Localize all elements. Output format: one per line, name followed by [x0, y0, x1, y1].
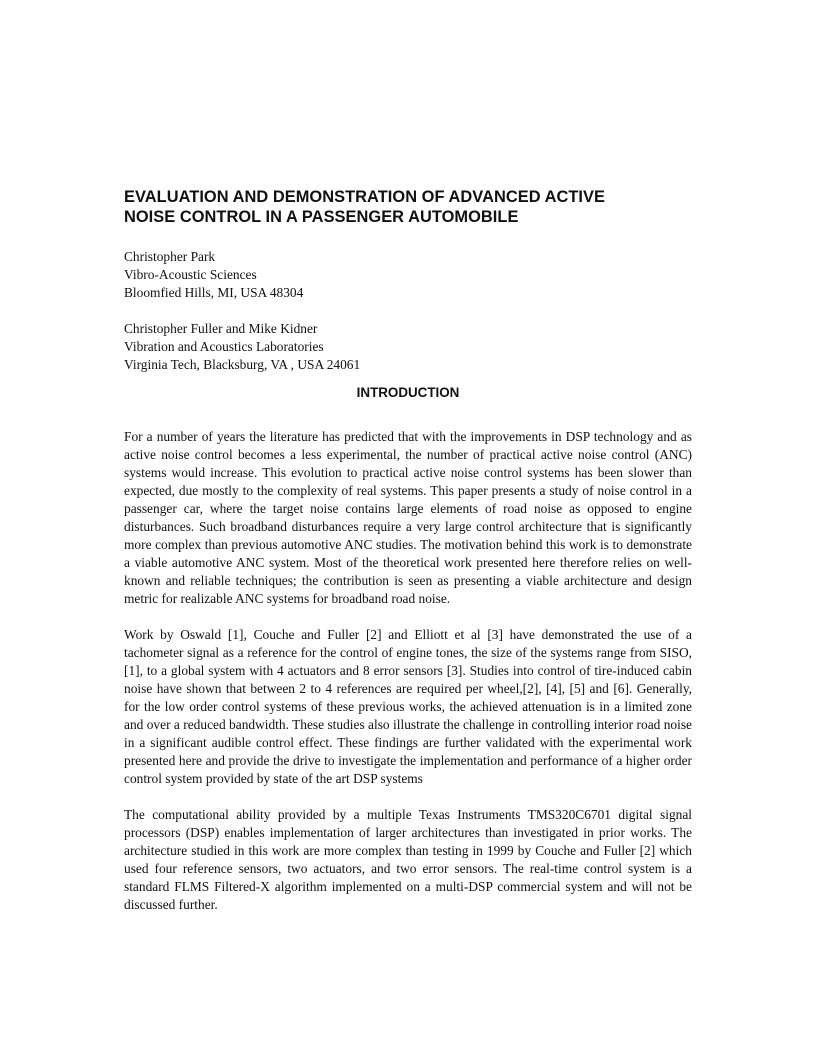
author-name: Christopher Park: [124, 249, 216, 264]
body-paragraph: For a number of years the literature has predicted that with the improvements in DSP technology and as active noise control becomes a less experimental, the number of practical active noise control (ANC) systems would increase. This evolution to practical active noise control systems has been slower than expected, due mostly to the complexity of real systems. This paper presents a study of noise control in a passenger car, where the target noise contains large elements of road noise as opposed to engine disturbances. Such broadband disturbances require a very large control architecture that is significantly more complex than previous automotive ANC studies. The motivation behind this work is to demonstrate a viable automotive ANC system. Most of the theoretical work presented here therefore relies on well-known and reliable techniques; the contribution is seen as presenting a viable architecture and design metric for realizable ANC systems for broadband road noise.: [124, 429, 692, 606]
author-block-2: [124, 320, 692, 374]
body-paragraph: The computational ability provided by a multiple Texas Instruments TMS320C6701 digital signal processors (DSP) enables implementation of larger architectures than investigated in prior works. The architecture studied in this work are more complex than testing in 1999 by Couche and Fuller [2] which used four reference sensors, two actuators, and two error sensors. The real-time control system is a standard FLMS Filtered-X algorithm implemented on a multi-DSP commercial system and will not be discussed further.: [124, 807, 692, 912]
author-affiliation: Vibro-Acoustic Sciences: [124, 267, 257, 282]
author-list: [124, 248, 692, 374]
author-affiliation: Vibration and Acoustics Laboratories: [124, 339, 324, 354]
author-name: Christopher Fuller and Mike Kidner: [124, 321, 318, 336]
body-paragraph: Work by Oswald [1], Couche and Fuller [2] and Elliott et al [3] have demonstrated the use of a tachometer signal as a reference for the control of engine tones, the size of the systems range from SISO, [1], to a global system with 4 actuators and 8 error sensors [3]. Studies into control of tire-induced cabin noise have shown that between 2 to 4 references are required per wheel,[2], [4], [5] and [6]. Generally, for the low order control systems of these previous works, the achieved attenuation is in a limited zone and over a reduced bandwidth. These studies also illustrate the challenge in controlling interior road noise in a significant audible control effect. These findings are further validated with the experimental work presented here and provide the drive to investigate the implementation and performance of a higher order control system provided by state of the art DSP systems: [124, 627, 692, 786]
author-address: Virginia Tech, Blacksburg, VA , USA 24061: [124, 357, 361, 372]
paper-title-line-1: EVALUATION AND DEMONSTRATION OF ADVANCED ACTIVE: [124, 188, 606, 206]
author-block-1: [124, 248, 692, 302]
author-address: Bloomfied Hills, MI, USA 48304: [124, 285, 304, 300]
paper-page: [124, 187, 692, 932]
paper-title: [124, 187, 692, 227]
paper-title-line-2: NOISE CONTROL IN A PASSENGER AUTOMOBILE: [124, 208, 519, 226]
section-heading-introduction: INTRODUCTION: [356, 385, 460, 400]
